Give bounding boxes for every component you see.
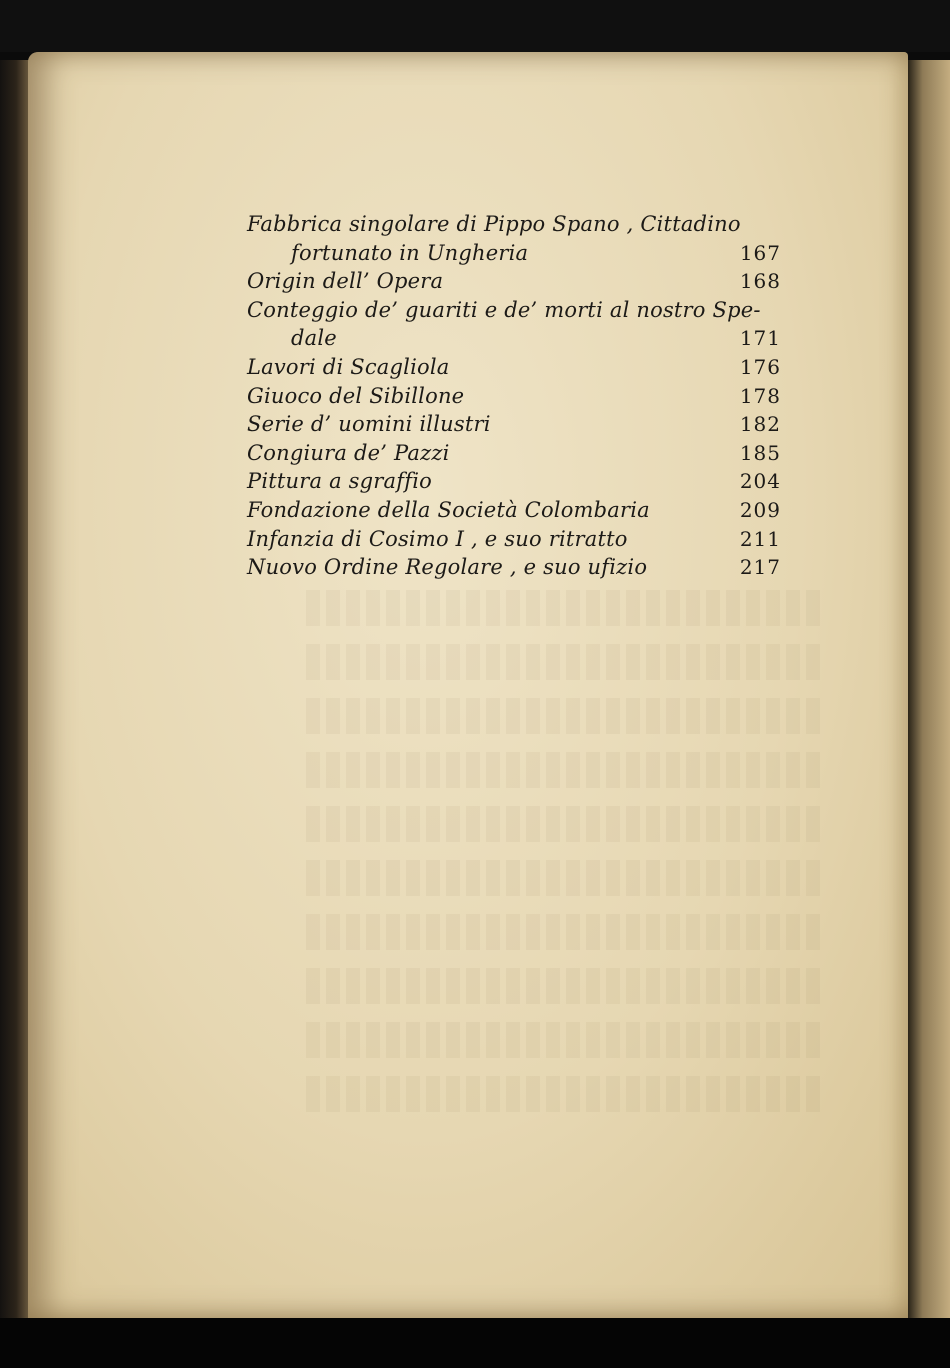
toc-page-number: 185 [739,440,781,465]
toc-entry-line [247,553,787,582]
toc-page-number: 176 [739,354,781,379]
toc-entry-title: Conteggio de’ guariti e de’ morti al nostro Spe- [247,297,761,322]
toc-entry-line [247,239,787,268]
toc-entry-title-continued: dale [291,326,337,351]
bleed-through-text [300,590,820,1110]
toc-page-number: 211 [739,526,781,551]
scan-background-bottom [0,1318,950,1368]
toc-page-number: 217 [739,555,781,580]
toc-entry-line [247,210,787,239]
toc-entry-line [247,525,787,554]
toc-entry-line [247,382,787,411]
toc-page-number: 167 [739,240,781,265]
toc-entry-line [247,267,787,296]
toc-page-number: 171 [739,326,781,351]
toc-entry-line [247,467,787,496]
toc-page-number: 168 [739,269,781,294]
toc-entry-title: Nuovo Ordine Regolare , e suo ufizio [247,555,648,580]
toc-entry-title: Infanzia di Cosimo I , e suo ritratto [247,526,628,551]
toc-page-number: 209 [739,497,781,522]
facing-page-edge [908,60,950,1318]
toc-entry-line [247,324,787,353]
toc-entry-title: Giuoco del Sibillone [247,383,465,408]
toc-entry-title: Fondazione della Società Colombaria [247,497,650,522]
toc-entry-title-continued: fortunato in Ungheria [291,240,529,265]
toc-page-number: 178 [739,383,781,408]
toc-entry-line [247,439,787,468]
scan-background-top [0,0,950,52]
toc-entry-title: Origin dell’ Opera [247,269,444,294]
toc-entry-title: Congiura de’ Pazzi [247,440,450,465]
toc-entry-line [247,296,787,325]
toc-entry-line [247,353,787,382]
toc-page-number: 182 [739,412,781,437]
toc-entry-title: Lavori di Scagliola [247,354,450,379]
toc-entry-title: Pittura a sgraffio [247,469,432,494]
toc-entry-title: Serie d’ uomini illustri [247,412,491,437]
table-of-contents [247,210,787,582]
toc-page-number: 204 [739,469,781,494]
toc-entry-line [247,410,787,439]
toc-entry-line [247,496,787,525]
toc-entry-title: Fabbrica singolare di Pippo Spano , Cittadino [247,212,741,236]
